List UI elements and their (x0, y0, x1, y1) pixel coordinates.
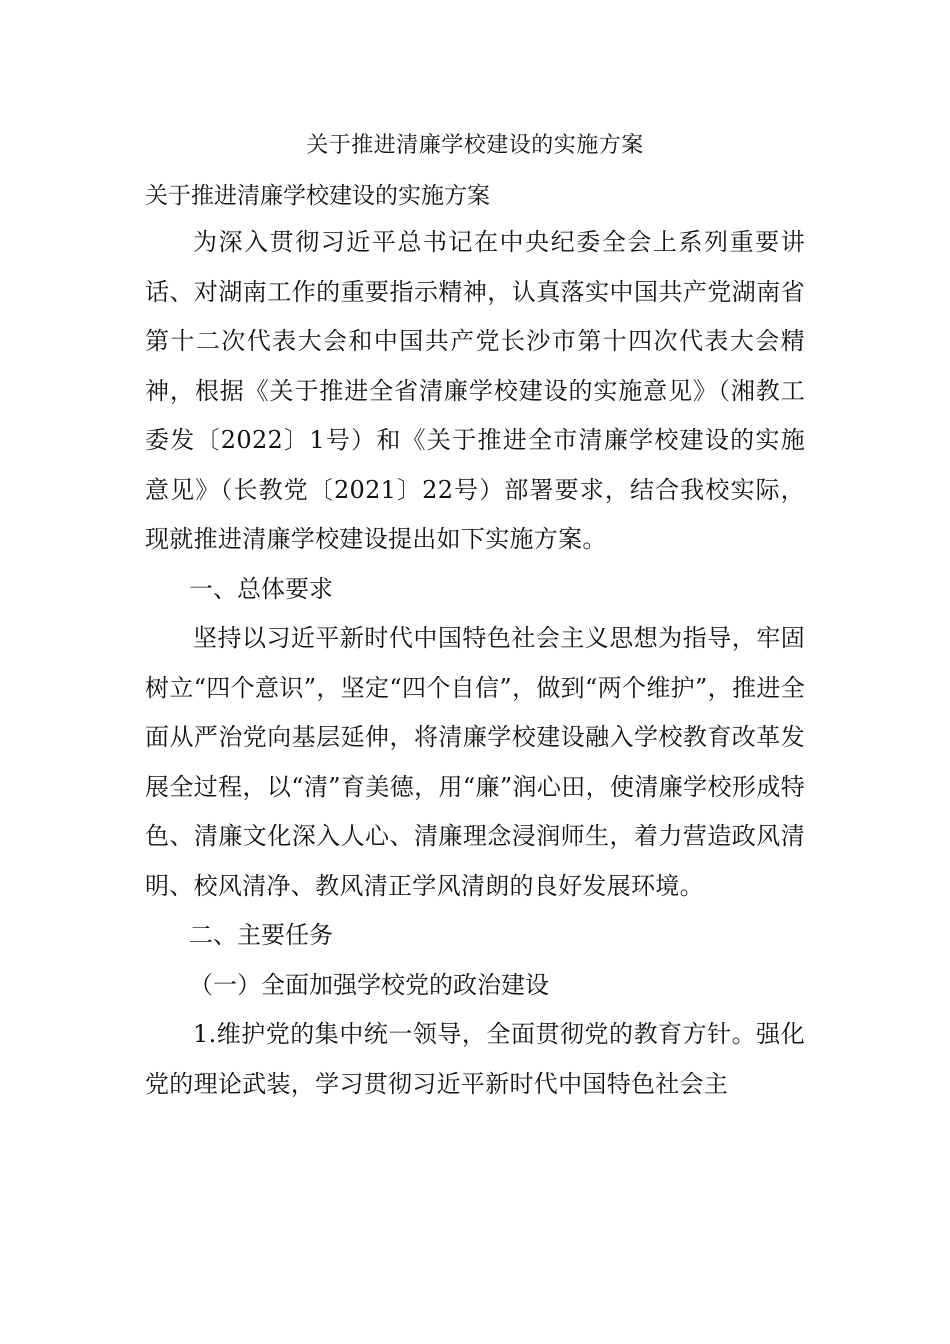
document-body (145, 128, 805, 1109)
subsection-heading-political-building: （一）全面加强学校党的政治建设 (189, 970, 549, 999)
document-subtitle: 关于推进清廉学校建设的实施方案 (145, 183, 490, 209)
section-heading-general-requirements: 一、总体要求 (189, 574, 333, 603)
general-requirements-paragraph: 坚持以习近平新时代中国特色社会主义思想为指导，牢固树立“四个意识”，坚定“四个自信”，做到“两个维护”，推进全面从严治党向基层延伸，将清廉学校建设融入学校教育改革发展全过程，以“清”育美德，用“廉”润心田，使清廉学校形成特色、清廉文化深入人心、清廉理念浸润师生，着力营造政风清明、校风清净、教风清正学风清朗的良好发展环境。 (145, 624, 805, 900)
document-title: 关于推进清廉学校建设的实施方案 (306, 133, 644, 158)
intro-paragraph: 为深入贯彻习近平总书记在中央纪委全会上系列重要讲话、对湖南工作的重要指示精神，认真落实中国共产党湖南省第十二次代表大会和中国共产党长沙市第十四次代表大会精神，根据《关于推进全省清廉学校建设的实施意见》（湘教工委发〔2022〕1号）和《关于推进全市清廉学校建设的实施意见》（长教党〔2021〕22号）部署要求，结合我校实际，现就推进清廉学校建设提出如下实施方案。 (145, 228, 805, 553)
section-heading-main-tasks: 二、主要任务 (189, 921, 333, 949)
task-item-1-paragraph: 1.维护党的集中统一领导，全面贯彻党的教育方针。强化党的理论武装，学习贯彻习近平新时代中国特色社会主 (145, 1020, 805, 1098)
